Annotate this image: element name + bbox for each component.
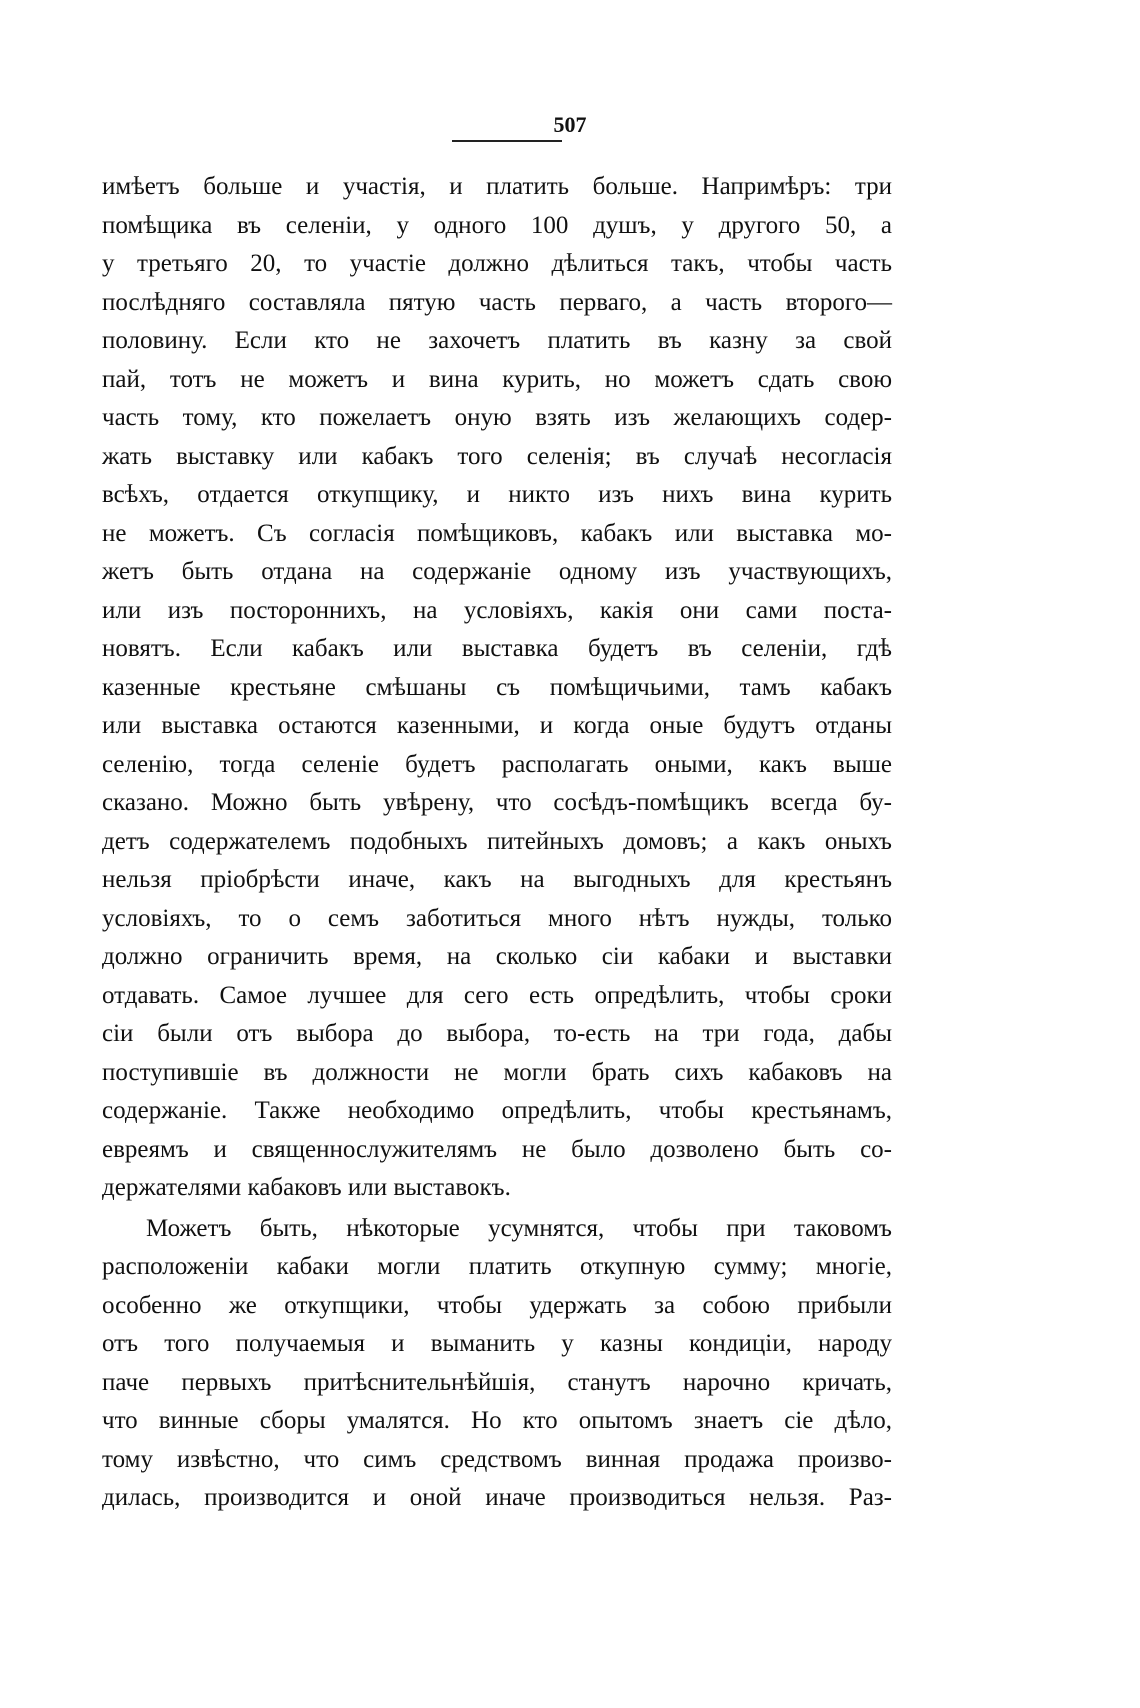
text-line: селенію, тогда селеніе будетъ располагать оными, какъ выше [102, 750, 892, 778]
text-line: казенные крестьяне смѣшаны съ помѣщичьими, тамъ кабакъ [102, 673, 892, 701]
text-line: всѣхъ, отдается откупщику, и никто изъ нихъ вина курить [102, 481, 892, 508]
text-line: детъ содержателемъ подобныхъ питейныхъ домовъ; а какъ оныхъ [102, 827, 892, 855]
text-line: держателями кабаковъ или выставокъ. [102, 1174, 511, 1201]
body-text [102, 168, 892, 1518]
text-line: или изъ постороннихъ, на условіяхъ, какія они сами поста- [102, 596, 892, 624]
text-line: у третьяго 20, то участіе должно дѣлиться такъ, чтобы часть [102, 250, 892, 277]
text-line: или выставка остаются казенными, и когда оные будутъ отданы [102, 712, 892, 739]
text-line: послѣдняго составляла пятую часть перваго, а часть второго— [102, 288, 892, 316]
text-line: сказано. Можно быть увѣрену, что сосѣдъ-помѣщикъ всегда бу- [102, 789, 892, 816]
text-line: нельзя пріобрѣсти иначе, какъ на выгодныхъ для крестьянъ [102, 866, 892, 893]
text-line: расположеніи кабаки могли платить откупную сумму; многіе, [102, 1253, 892, 1280]
text-line: пай, тотъ не можетъ и вина курить, но можетъ сдать свою [102, 365, 892, 393]
text-line: тому извѣстно, что симъ средствомъ винная продажа произво- [102, 1445, 892, 1473]
text-line: условіяхъ, то о семъ заботиться много нѣтъ нужды, только [102, 904, 892, 932]
text-line: сіи были отъ выбора до выбора, то-есть на три года, дабы [102, 1020, 892, 1047]
text-line: особенно же откупщики, чтобы удержать за собою прибыли [102, 1291, 892, 1319]
text-line: евреямъ и священнослужителямъ не было дозволено быть со- [102, 1135, 892, 1163]
text-line: отдавать. Самое лучшее для сего есть опредѣлить, чтобы сроки [102, 981, 892, 1009]
paragraph [102, 168, 892, 1208]
text-line: должно ограничить время, на сколько сіи кабаки и выставки [102, 943, 892, 970]
text-line: часть тому, кто пожелаетъ оную взять изъ желающихъ содер- [102, 404, 892, 431]
text-line: поступившіе въ должности не могли брать сихъ кабаковъ на [102, 1058, 892, 1086]
text-line: Можетъ быть, нѣкоторые усумнятся, чтобы при таковомъ [146, 1214, 892, 1242]
text-line: помѣщика въ селеніи, у одного 100 душъ, у другого 50, а [102, 211, 892, 239]
text-line: половину. Если кто не захочетъ платить въ казну за свой [102, 327, 892, 354]
text-line: паче первыхъ притѣснительнѣйшія, станутъ нарочно кричать, [102, 1368, 892, 1396]
text-line: дилась, производится и оной иначе производиться нельзя. Раз- [102, 1484, 892, 1511]
text-line: новятъ. Если кабакъ или выставка будетъ въ селеніи, гдѣ [102, 635, 892, 662]
text-line: имѣетъ больше и участія, и платить больше. Напримѣръ: три [102, 173, 892, 200]
text-line: отъ того получаемыя и выманить у казны кондиціи, народу [102, 1330, 892, 1357]
text-line: жать выставку или кабакъ того селенія; въ случаѣ несогласія [102, 442, 892, 470]
text-line: не можетъ. Съ согласія помѣщиковъ, кабакъ или выставка мо- [102, 519, 892, 547]
paragraph [102, 1210, 892, 1518]
page-number: 507 [553, 112, 587, 137]
header-rule [452, 140, 562, 142]
text-line: что винные сборы умалятся. Но кто опытомъ знаетъ сіе дѣло, [102, 1407, 892, 1434]
text-line: содержаніе. Также необходимо опредѣлить, чтобы крестьянамъ, [102, 1097, 892, 1124]
text-line: жетъ быть отдана на содержаніе одному изъ участвующихъ, [102, 558, 892, 585]
